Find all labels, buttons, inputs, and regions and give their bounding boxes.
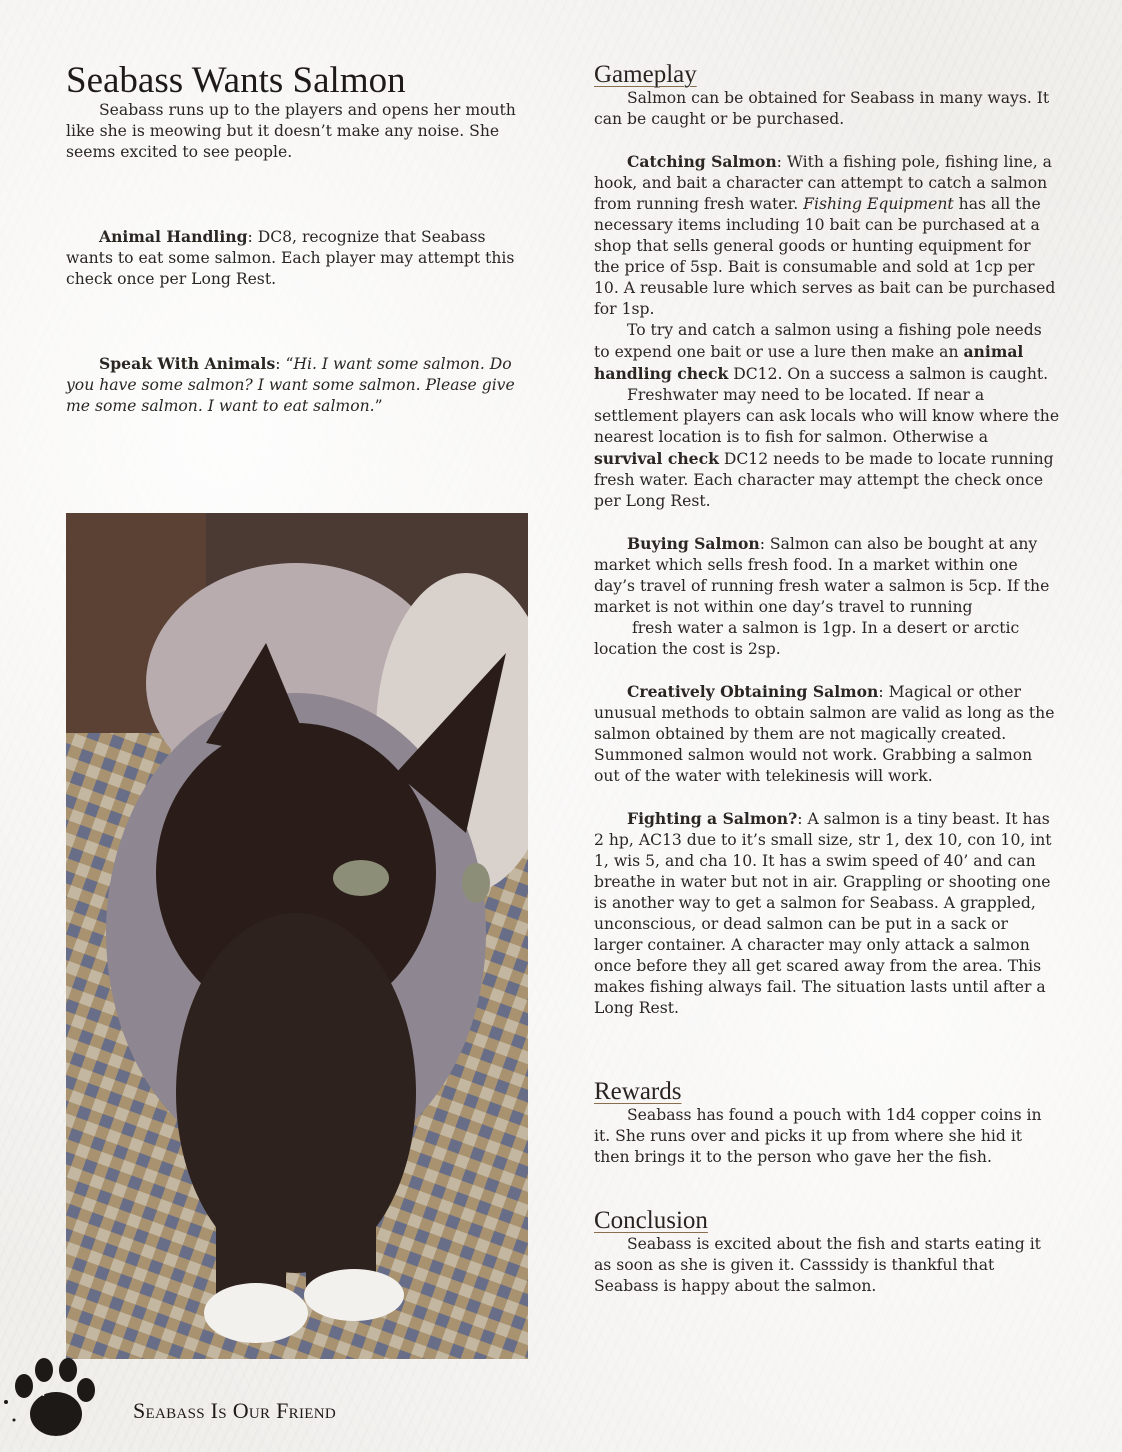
gameplay-heading: Gameplay [594,61,697,88]
right-column [594,62,1060,1297]
survival-check-term: survival check [594,449,719,468]
creative-paragraph: Creatively Obtaining Salmon: Magical or other unusual methods to obtain salmon are valid as long as the salmon obtained by them are not magically created. Summoned salmon would not work. Grabbing a salmon out of the water with telekinesis will work. [594,682,1055,785]
conclusion-paragraph: Seabass is excited about the fish and starts eating it as soon as she is given it. Casssidy is thankful that Seabass is happy about the salmon. [594,1235,1041,1295]
left-column [66,62,532,417]
page-title: Seabass Wants Salmon [66,60,406,101]
fishing-equipment-term: Fishing Equipment [803,195,954,213]
page-number: 4 [37,1380,46,1400]
footer-title: Seabass Is Our Friend [133,1398,337,1423]
catching-salmon-paragraph: Catching Salmon: With a fishing pole, fishing line, a hook, and bait a character can attempt to catch a salmon from running fresh water. Fishing Equipment has all the necessary items including 10 bait can be purchased at a shop that sells general goods or hunting equipment for the price of 5sp. Bait is consumable and sold at 1cp per 10. A reusable lure which serves as bait can be purchased for 1sp. [594,152,1056,318]
fighting-label: Fighting a Salmon? [627,809,798,828]
cat-illustration [66,513,528,1359]
paw-print-icon [0,1356,100,1440]
fighting-paragraph: Fighting a Salmon?: A salmon is a tiny beast. It has 2 hp, AC13 due to it’s small size, str 1, dex 10, con 10, int 1, wis 5, and cha 10. It has a swim speed of 40’ and can breathe in water but not in air. Grappling or shooting one is another way to get a salmon for Seabass. A grappled, unconscious, or dead salmon can be put in a sack or larger container. A character may only attack a salmon once before they all get scared away from the area. This makes fishing always fail. The situation lasts until after a Long Rest. [594,809,1052,1017]
animal-handling-label: Animal Handling [99,227,248,246]
creative-label: Creatively Obtaining Salmon [627,682,879,701]
rewards-paragraph: Seabass has found a pouch with 1d4 copper coins in it. She runs over and picks it up from where she hid it then brings it to the person who gave her the fish. [594,1106,1042,1166]
animal-handling-check-term: animal handling check [594,342,1024,383]
catching-salmon-label: Catching Salmon [627,152,777,171]
speak-with-animals-label: Speak With Animals [99,354,276,373]
seabass-cat-photo [66,513,528,1359]
buying-salmon-continued: fresh water a salmon is 1gp. In a desert or arctic location the cost is 2sp. [594,619,1020,658]
gameplay-intro: Salmon can be obtained for Seabass in many ways. It can be caught or be purchased. [594,89,1050,128]
rewards-heading: Rewards [594,1078,682,1105]
animal-handling-paragraph: Animal Handling: DC8, recognize that Seabass wants to eat some salmon. Each player may attempt this check once per Long Rest. [66,227,515,288]
salmon-quote: Hi. I want some salmon. Do you have some salmon? I want some salmon. Please give me some salmon. I want to eat salmon. [66,355,515,415]
buying-salmon-paragraph: Buying Salmon: Salmon can also be bought at any market which sells fresh food. In a market within one day’s travel of running fresh water a salmon is 5cp. If the market is not within one day’s travel to running [594,534,1050,616]
try-catch-paragraph: To try and catch a salmon using a fishing pole needs to expend one bait or use a lure then make an animal handling check DC12. On a success a salmon is caught. [594,321,1049,383]
intro-paragraph: Seabass runs up to the players and opens her mouth like she is meowing but it doesn’t make any noise. She seems excited to see people. [66,101,516,161]
speak-with-animals-paragraph: Speak With Animals: “Hi. I want some salmon. Do you have some salmon? I want some salmon. Please give me some salmon. I want to eat salmon.” [66,354,515,415]
buying-salmon-label: Buying Salmon [627,534,760,553]
freshwater-paragraph: Freshwater may need to be located. If near a settlement players can ask locals who will know where the nearest location is to fish for salmon. Otherwise a survival check DC12 needs to be made to locate running fresh water. Each character may attempt the check once per Long Rest. [594,386,1060,510]
conclusion-heading: Conclusion [594,1207,708,1234]
